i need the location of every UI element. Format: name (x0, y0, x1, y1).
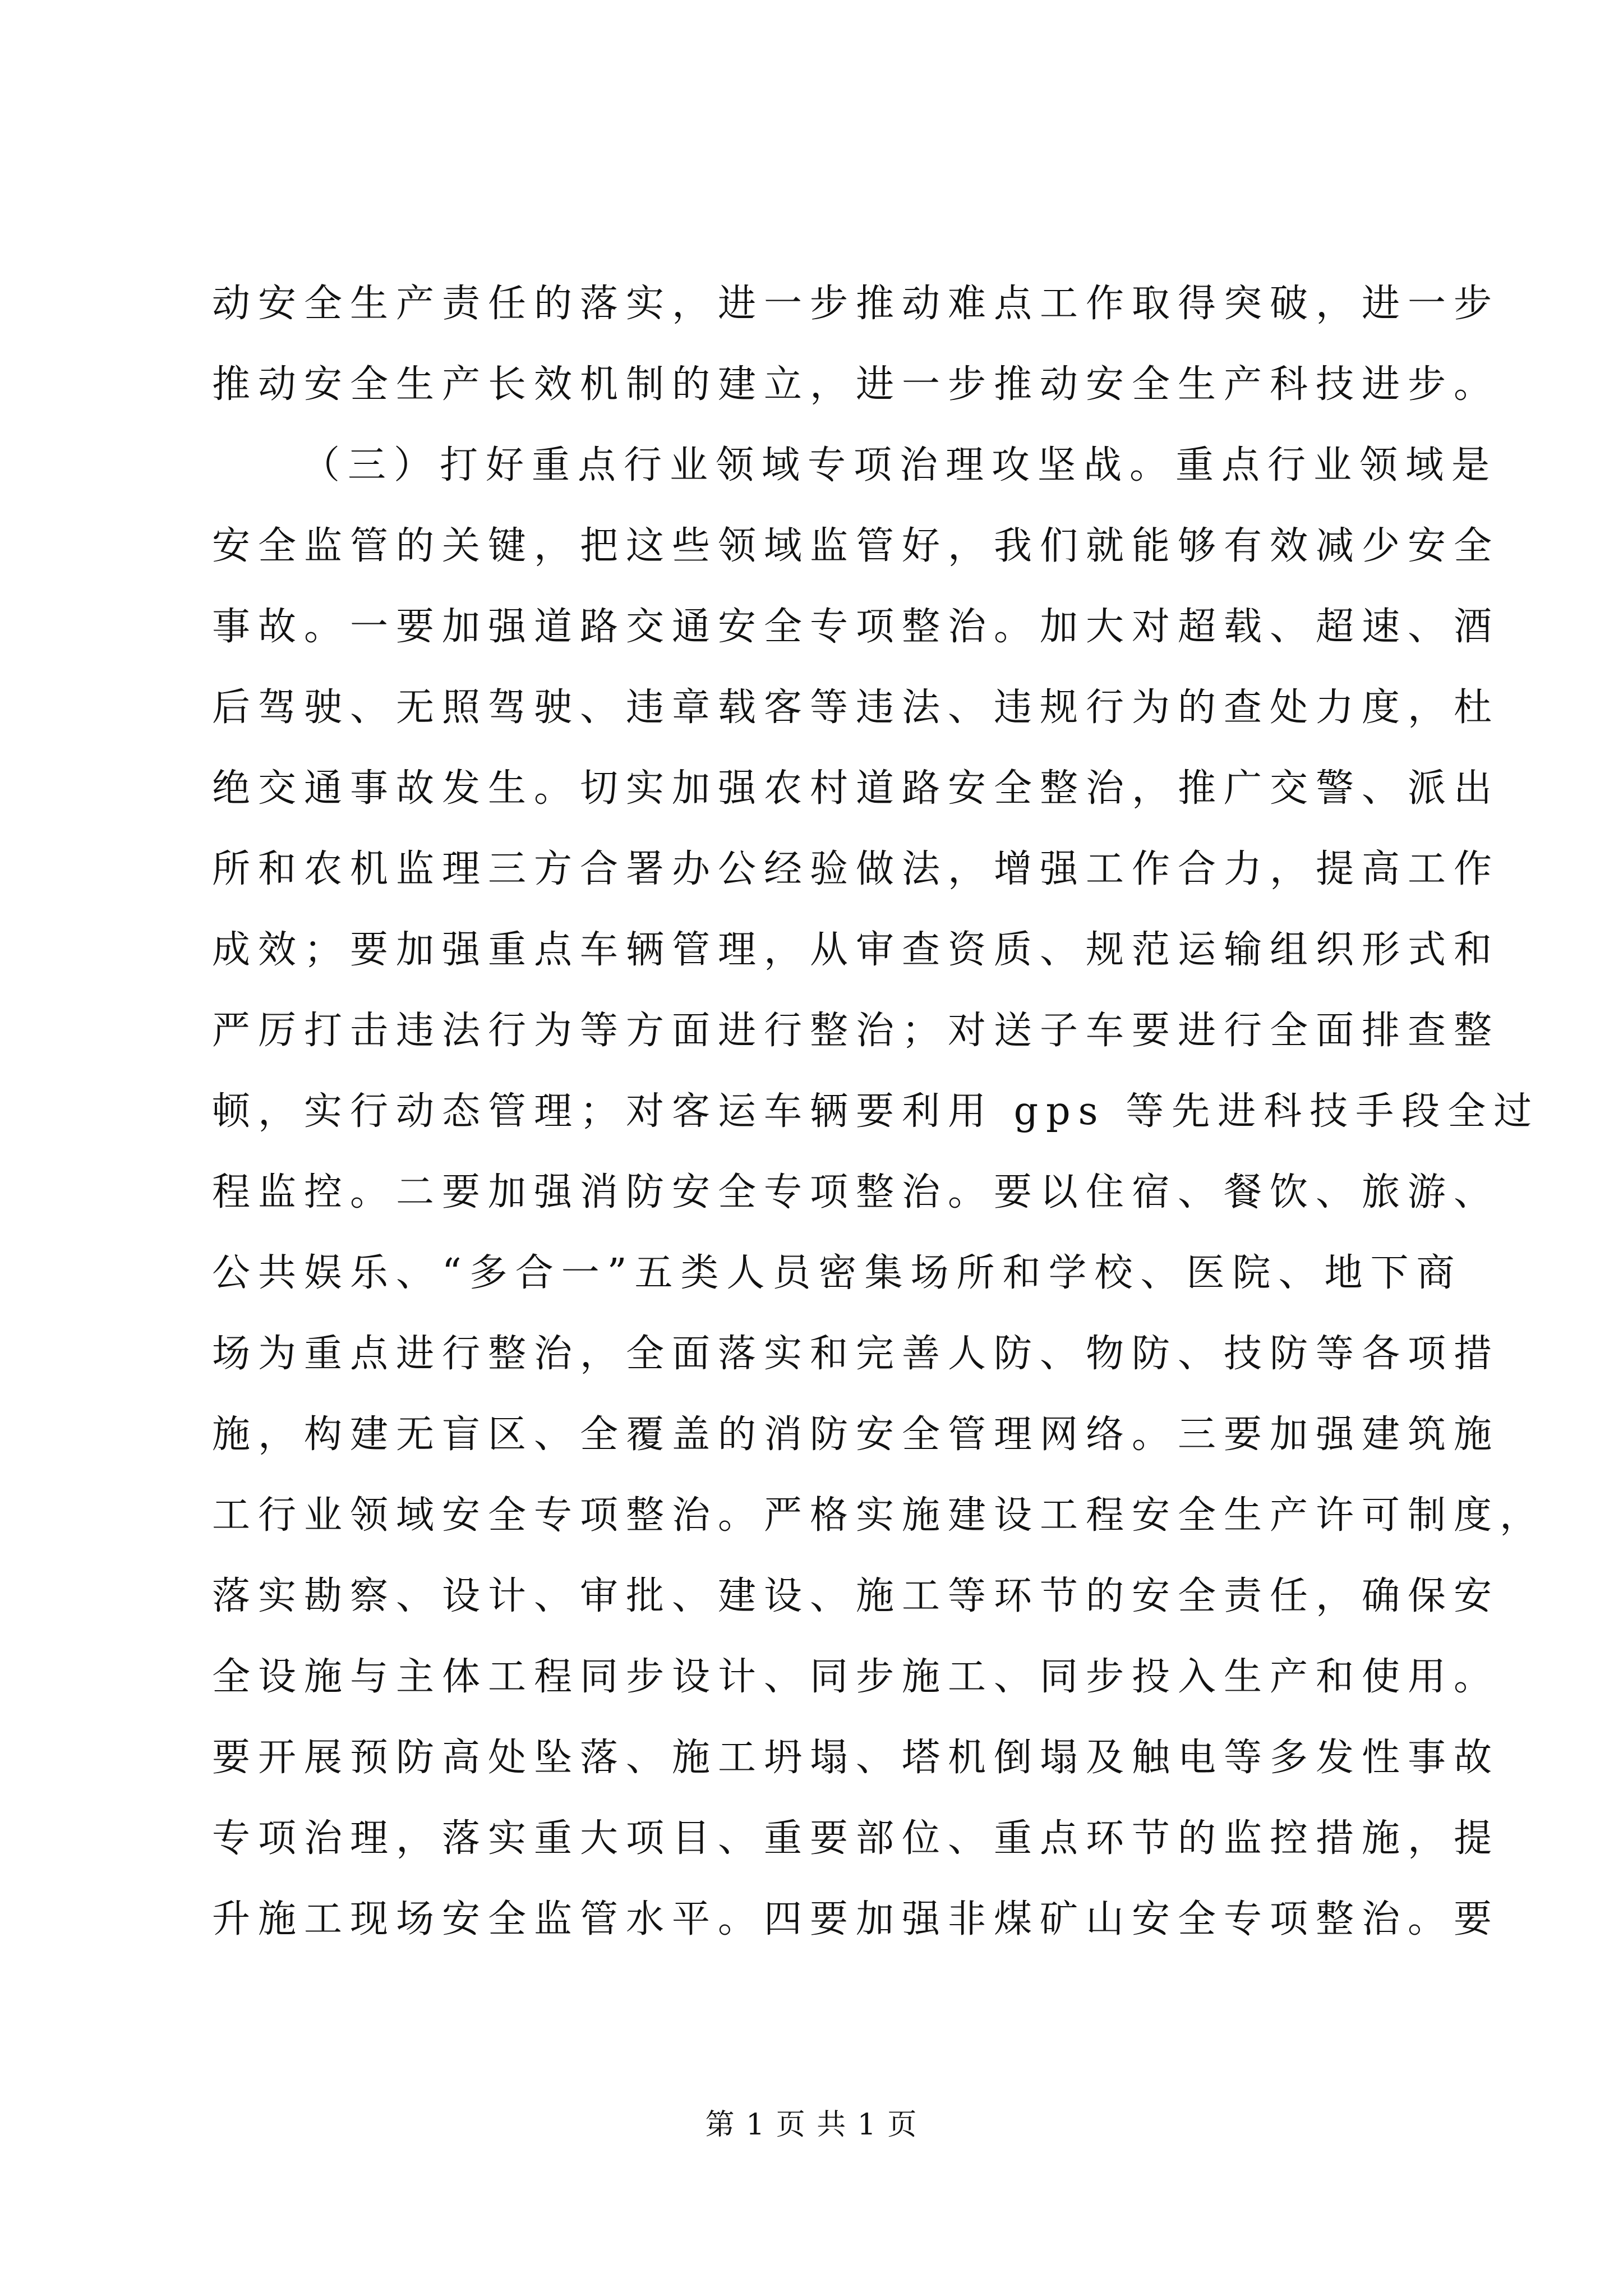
text-line: 公共娱乐、“多合一”五类人员密集场所和学校、医院、地下商 (212, 1251, 1463, 1295)
text-line: 动安全生产责任的落实，进一步推动难点工作取得突破，进一步 (212, 282, 1500, 326)
text-line: 后驾驶、无照驾驶、违章载客等违法、违规行为的查处力度，杜 (212, 685, 1500, 730)
text-line: 严厉打击违法行为等方面进行整治；对送子车要进行全面排查整 (212, 1009, 1500, 1053)
text-line: 顿，实行动态管理；对客运车辆要利用 gps 等先进科技手段全过 (212, 1089, 1540, 1134)
text-line: 施，构建无盲区、全覆盖的消防安全管理网络。三要加强建筑施 (212, 1412, 1500, 1457)
text-line: 升施工现场安全监管水平。四要加强非煤矿山安全专项整治。要 (212, 1897, 1500, 1941)
text-line: 绝交通事故发生。切实加强农村道路安全整治，推广交警、派出 (212, 766, 1500, 811)
text-line: 落实勘察、设计、审批、建设、施工等环节的安全责任，确保安 (212, 1574, 1500, 1618)
document-body (212, 264, 1546, 1960)
text-line: 推动安全生产长效机制的建立，进一步推动安全生产科技进步。 (212, 362, 1500, 407)
text-line: 成效；要加强重点车辆管理，从审查资质、规范运输组织形式和 (212, 928, 1500, 972)
text-line: 安全监管的关键，把这些领域监管好，我们就能够有效减少安全 (212, 524, 1500, 568)
text-line: 程监控。二要加强消防安全专项整治。要以住宿、餐饮、旅游、 (212, 1170, 1500, 1214)
text-line: 要开展预防高处坠落、施工坍塌、塔机倒塌及触电等多发性事故 (212, 1736, 1500, 1780)
text-line: 全设施与主体工程同步设计、同步施工、同步投入生产和使用。 (212, 1655, 1500, 1699)
text-line: 所和农机监理三方合署办公经验做法，增强工作合力，提高工作 (212, 847, 1500, 891)
text-line: 专项治理，落实重大项目、重要部位、重点环节的监控措施，提 (212, 1816, 1500, 1861)
text-line: 工行业领域安全专项整治。严格实施建设工程安全生产许可制度， (212, 1493, 1546, 1538)
text-line: 事故。一要加强道路交通安全专项整治。加大对超载、超速、酒 (212, 605, 1500, 649)
page-number-label: 第 1 页 共 1 页 (705, 2108, 918, 2142)
section-heading-line: （三）打好重点行业领域专项治理攻坚战。重点行业领域是 (302, 443, 1498, 487)
text-line: 场为重点进行整治，全面落实和完善人防、物防、技防等各项措 (212, 1332, 1500, 1376)
page-footer (0, 2101, 1623, 2143)
